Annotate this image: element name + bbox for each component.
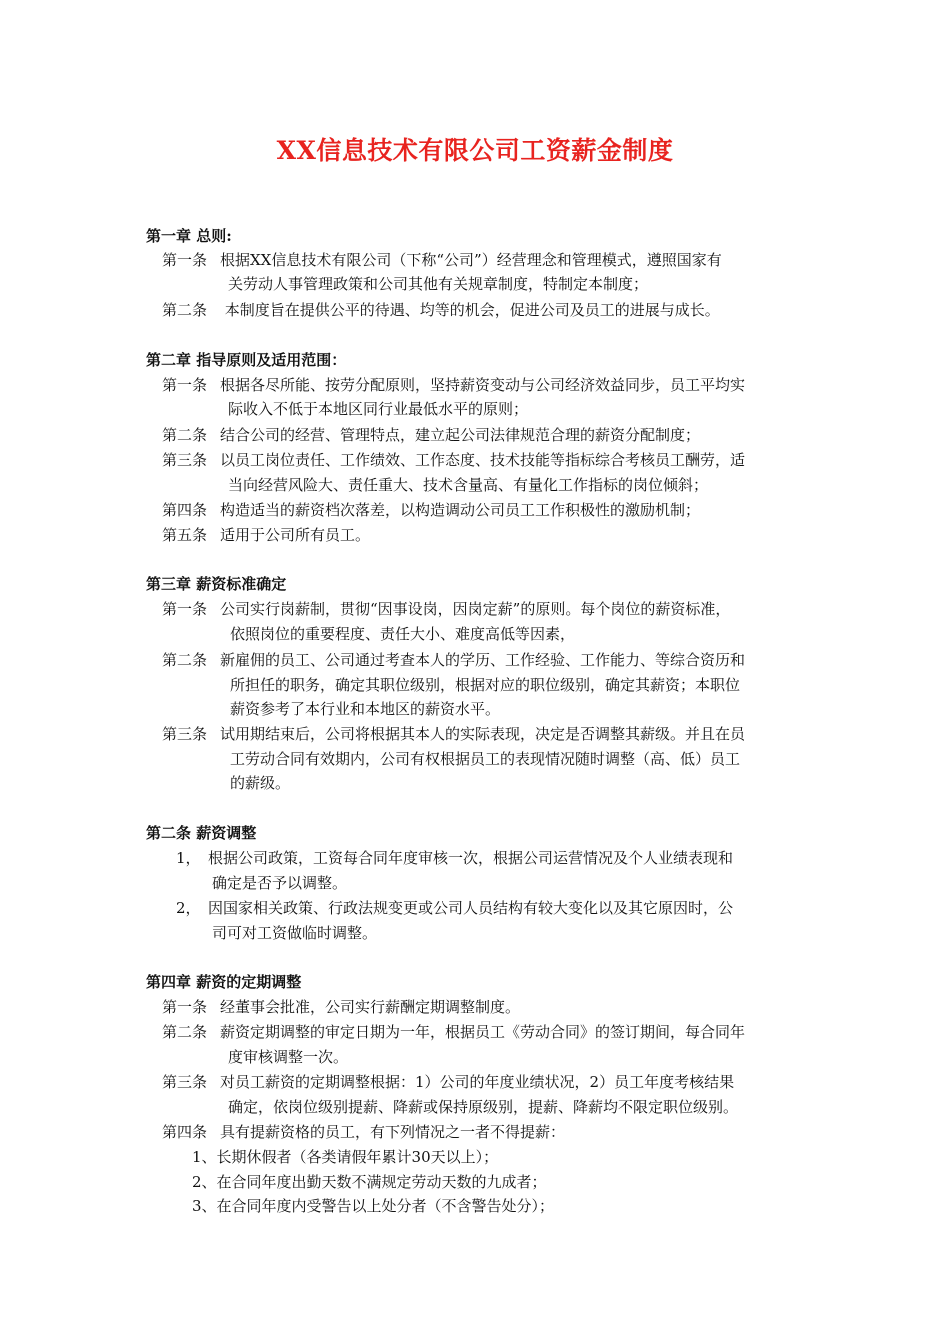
article-label: 第四条 xyxy=(162,1123,208,1141)
article-text: 薪资定期调整的审定日期为一年，根据员工《劳动合同》的签订期间，每合同年 xyxy=(220,1023,746,1041)
section-salary-adjust-heading: 第二条 薪资调整 xyxy=(146,824,257,842)
list-item xyxy=(176,846,733,870)
article-label: 第一条 xyxy=(162,998,208,1016)
sub-item: 1、长期休假者（各类请假年累计30天以上）； xyxy=(192,1148,499,1166)
ch2-article-3 xyxy=(162,448,812,472)
ch1-article-1 xyxy=(162,248,812,272)
item-number: 1， xyxy=(176,849,201,867)
article-label: 第一条 xyxy=(162,600,208,618)
ch3-article-2-cont: 所担任的职务，确定其职位级别，根据对应的职位级别，确定其薪资；本职位 xyxy=(230,676,741,694)
list-item xyxy=(176,896,733,920)
sub-item: 3、在合同年度内受警告以上处分者（不含警告处分）； xyxy=(192,1197,555,1215)
sub-item: 2、在合同年度出勤天数不满规定劳动天数的九成者； xyxy=(192,1173,547,1191)
ch3-article-1 xyxy=(162,597,812,621)
ch4-article-2 xyxy=(162,1020,812,1044)
article-text: 适用于公司所有员工。 xyxy=(220,526,371,544)
chapter-2-heading: 第二章 指导原则及适用范围： xyxy=(146,351,347,369)
ch3-article-3-cont: 工劳动合同有效期内，公司有权根据员工的表现情况随时调整（高、低）员工 xyxy=(230,750,741,768)
article-label: 第三条 xyxy=(162,1073,208,1091)
article-label: 第二条 xyxy=(162,426,208,444)
ch1-article-1-cont: 关劳动人事管理政策和公司其他有关规章制度，特制定本制度； xyxy=(228,275,649,293)
ch2-article-1 xyxy=(162,373,812,397)
article-label: 第二条 xyxy=(162,301,208,319)
ch4-article-3-cont: 确定，依岗位级别提薪、降薪或保持原级别，提薪、降薪均不限定职位级别。 xyxy=(228,1098,739,1116)
ch2-article-3-cont: 当向经营风险大、责任重大、技术含量高、有量化工作指标的岗位倾斜； xyxy=(228,476,709,494)
chapter-3-heading: 第三章 薪资标准确定 xyxy=(146,575,287,593)
article-label: 第五条 xyxy=(162,526,208,544)
article-label: 第二条 xyxy=(162,1023,208,1041)
list-item-cont: 司可对工资做临时调整。 xyxy=(212,924,378,942)
chapter-1-heading: 第一章 总则: xyxy=(146,227,232,245)
item-text: 根据公司政策，工资每合同年度审核一次，根据公司运营情况及个人业绩表现和 xyxy=(208,849,734,867)
chapter-4-heading: 第四章 薪资的定期调整 xyxy=(146,973,302,991)
ch3-article-2-cont: 薪资参考了本行业和本地区的薪资水平。 xyxy=(230,700,501,718)
ch3-article-3-cont: 的薪级。 xyxy=(230,774,291,792)
article-label: 第三条 xyxy=(162,725,208,743)
ch4-article-4 xyxy=(162,1120,812,1144)
article-text: 公司实行岗薪制，贯彻“因事设岗，因岗定薪”的原则。每个岗位的薪资标准， xyxy=(220,600,731,618)
ch1-article-2 xyxy=(162,298,812,322)
article-text: 根据各尽所能、按劳分配原则，坚持薪资变动与公司经济效益同步，员工平均实 xyxy=(220,376,746,394)
ch2-article-2 xyxy=(162,423,812,447)
list-item-cont: 确定是否予以调整。 xyxy=(212,874,348,892)
article-text: 根据XX信息技术有限公司（下称“公司”）经营理念和管理模式，遵照国家有 xyxy=(220,251,722,269)
ch4-article-3 xyxy=(162,1070,812,1094)
document-title: XX信息技术有限公司工资薪金制度 xyxy=(276,136,674,165)
ch4-article-2-cont: 度审核调整一次。 xyxy=(228,1048,349,1066)
article-label: 第一条 xyxy=(162,251,208,269)
ch2-article-5 xyxy=(162,523,812,547)
article-text: 经董事会批准，公司实行薪酬定期调整制度。 xyxy=(220,998,521,1016)
article-label: 第四条 xyxy=(162,501,208,519)
item-number: 2， xyxy=(176,899,201,917)
article-text: 构造适当的薪资档次落差，以构造调动公司员工工作积极性的激励机制； xyxy=(220,501,701,519)
article-text: 对员工薪资的定期调整根据：1）公司的年度业绩状况，2）员工年度考核结果 xyxy=(220,1073,735,1091)
ch2-article-1-cont: 际收入不低于本地区同行业最低水平的原则； xyxy=(228,400,529,418)
article-text: 结合公司的经营、管理特点，建立起公司法律规范合理的薪资分配制度； xyxy=(220,426,701,444)
ch3-article-1-cont: 依照岗位的重要程度、责任大小、难度高低等因素， xyxy=(230,625,576,643)
article-label: 第二条 xyxy=(162,651,208,669)
article-text: 本制度旨在提供公平的待遇、均等的机会，促进公司及员工的进展与成长。 xyxy=(220,301,720,319)
article-text: 具有提薪资格的员工，有下列情况之一者不得提薪： xyxy=(220,1123,566,1141)
ch4-article-1 xyxy=(162,995,812,1019)
article-label: 第三条 xyxy=(162,451,208,469)
ch3-article-2 xyxy=(162,648,812,672)
article-text: 试用期结束后，公司将根据其本人的实际表现，决定是否调整其薪级。并且在员 xyxy=(220,725,746,743)
ch3-article-3 xyxy=(162,722,812,746)
ch2-article-4 xyxy=(162,498,812,522)
article-text: 以员工岗位责任、工作绩效、工作态度、技术技能等指标综合考核员工酬劳，适 xyxy=(220,451,746,469)
item-text: 因国家相关政策、行政法规变更或公司人员结构有较大变化以及其它原因时，公 xyxy=(208,899,734,917)
article-label: 第一条 xyxy=(162,376,208,394)
article-text: 新雇佣的员工、公司通过考查本人的学历、工作经验、工作能力、等综合资历和 xyxy=(220,651,746,669)
